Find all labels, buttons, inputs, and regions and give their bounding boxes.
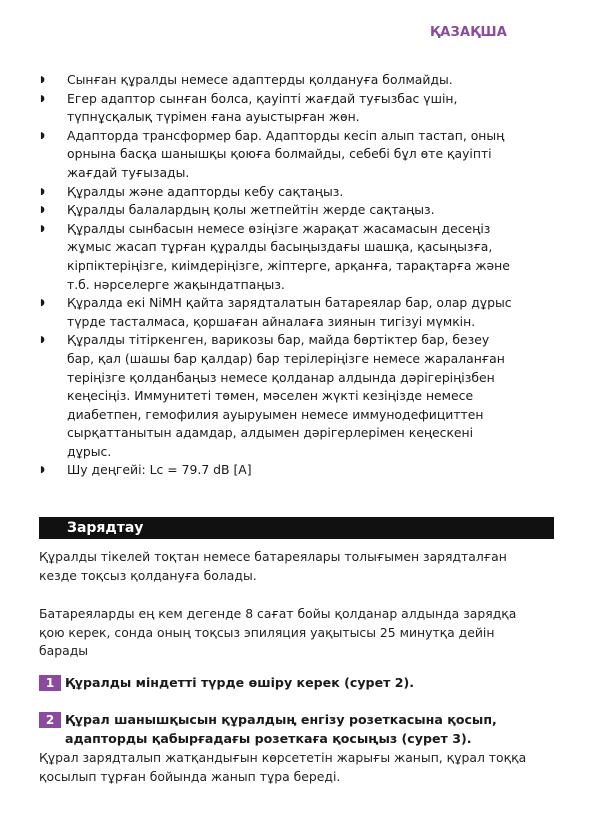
list-item-text: дұрыс. (67, 443, 112, 459)
list-item-text: Құралды балалардың қолы жетпейтін жерде сақтаңыз. (67, 202, 435, 218)
list-item-text: Шу деңгейі: Lc = 79.7 dB [A] (67, 462, 252, 478)
bullet-arrow-icon: ◗ (40, 130, 45, 141)
list-item-text: Егер адаптор сынған болса, қауіпті жағдай туғызбас үшін, (67, 90, 458, 106)
list-item-text: сырқаттанытын адамдар, алдымен дәрігерлерімен кеңескені (67, 425, 474, 441)
section-header-bar (39, 517, 554, 539)
list-item-text: Құралда екі NiMH қайта зарядталатын батареялар бар, олар дұрыс (67, 295, 512, 311)
charging-paragraph-2 (39, 605, 554, 661)
list-item-text: т.б. нәрселерге жақындатпаңыз. (67, 276, 285, 292)
bullet-arrow-icon: ◗ (40, 335, 45, 346)
list-item-text: бар, қал (шашы бар қалдар) бар терілеріңізге немесе жараланған (67, 350, 505, 366)
list-item (39, 183, 554, 202)
charging-paragraph-3 (39, 749, 554, 786)
charging-paragraph-1 (39, 548, 554, 585)
list-item-text: жұмыс жасап тұрған құралды басыңыздағы шашқа, қасыңызға, (67, 239, 493, 255)
step-number-badge: 2 (39, 712, 61, 728)
list-item-text: Құралды тітіркенген, варикозы бар, майда бөртіктер бар, безеу (67, 332, 490, 348)
list-item-text: диабетпен, гемофилия ауыруымен немесе иммунодефициттен (67, 406, 484, 422)
list-item (39, 90, 554, 127)
bullet-arrow-icon: ◗ (40, 186, 45, 197)
step-text: адапторды қабырғадағы розеткаға қосыңыз (сурет 3). (65, 730, 472, 746)
bullet-arrow-icon: ◗ (40, 93, 45, 104)
list-item (39, 294, 554, 331)
paragraph-line: Батареяларды ең кем дегенде 8 сағат бойы қолданар алдында зарядқа (39, 606, 517, 621)
step-1 (39, 674, 554, 693)
paragraph-line: кезде тоқсыз қолдануға болады. (39, 567, 257, 583)
list-item-text: Құралды сынбасын немесе өзіңізге жарақат жасамасын десеңіз (67, 220, 491, 236)
step-2 (39, 711, 554, 748)
list-item (39, 127, 554, 183)
bullet-arrow-icon: ◗ (40, 205, 45, 216)
list-item-text: теріңізге қолданбаңыз немесе қолданар алдында дәрігеріңізбен (67, 369, 495, 385)
bullet-arrow-icon: ◗ (40, 298, 45, 309)
paragraph-line: барады (39, 643, 89, 659)
list-item (39, 331, 554, 461)
section-title: Зарядтау (67, 520, 144, 536)
step-number-badge: 1 (39, 675, 61, 691)
list-item-text: Адапторда трансформер бар. Адапторды кесіп алып тастап, оның (67, 127, 505, 143)
list-item (39, 201, 554, 220)
list-item-text: түрде тасталмаса, қоршаған айналаға зиянын тигізуі мүмкін. (67, 313, 476, 329)
paragraph-line: Құралды тікелей тоқтан немесе батареялары толығымен зарядталған (39, 549, 507, 564)
paragraph-line: Құрал зарядталып жатқандығын көрсететін жарығы жанып, құрал тоққа (39, 750, 527, 765)
paragraph-line: қосылып тұрған бойында жанып тұра береді. (39, 768, 341, 784)
language-label: ҚАЗАҚША (430, 25, 508, 40)
bullet-arrow-icon: ◗ (40, 465, 45, 476)
warning-list (39, 71, 554, 480)
list-item-text: орнына басқа шанышқы қоюға болмайды, себебі бұл өте қауіпті (67, 146, 492, 162)
list-item-text: кірпіктеріңізге, киімдеріңізге, жіптерге, арқанға, тарақтарға және (67, 257, 510, 273)
paragraph-line: қою керек, сонда оның тоқсыз эпиляция уақытысы 25 минутқа дейін (39, 624, 495, 640)
bullet-arrow-icon: ◗ (40, 223, 45, 234)
list-item-text: түпнұсқалық түрімен ғана ауыстырған жөн. (67, 109, 360, 125)
list-item-text: Сынған құралды немесе адаптерды қолдануға болмайды. (67, 72, 453, 87)
list-item-text: Құралды және адапторды кебу сақтаңыз. (67, 183, 344, 199)
list-item-text: жағдай туғызады. (67, 164, 190, 180)
bullet-arrow-icon: ◗ (40, 75, 45, 85)
list-item (39, 461, 554, 480)
step-text: Құрал шанышқысын құралдың енгізу розеткасына қосып, (65, 712, 497, 727)
list-item (39, 220, 554, 294)
step-text: Құралды міндетті түрде өшіру керек (сурет 2). (65, 675, 415, 690)
list-item (39, 71, 554, 90)
list-item-text: кеңесіңіз. Иммунитеті төмен, мәселен жүкті кезіңізде немесе (67, 388, 474, 404)
